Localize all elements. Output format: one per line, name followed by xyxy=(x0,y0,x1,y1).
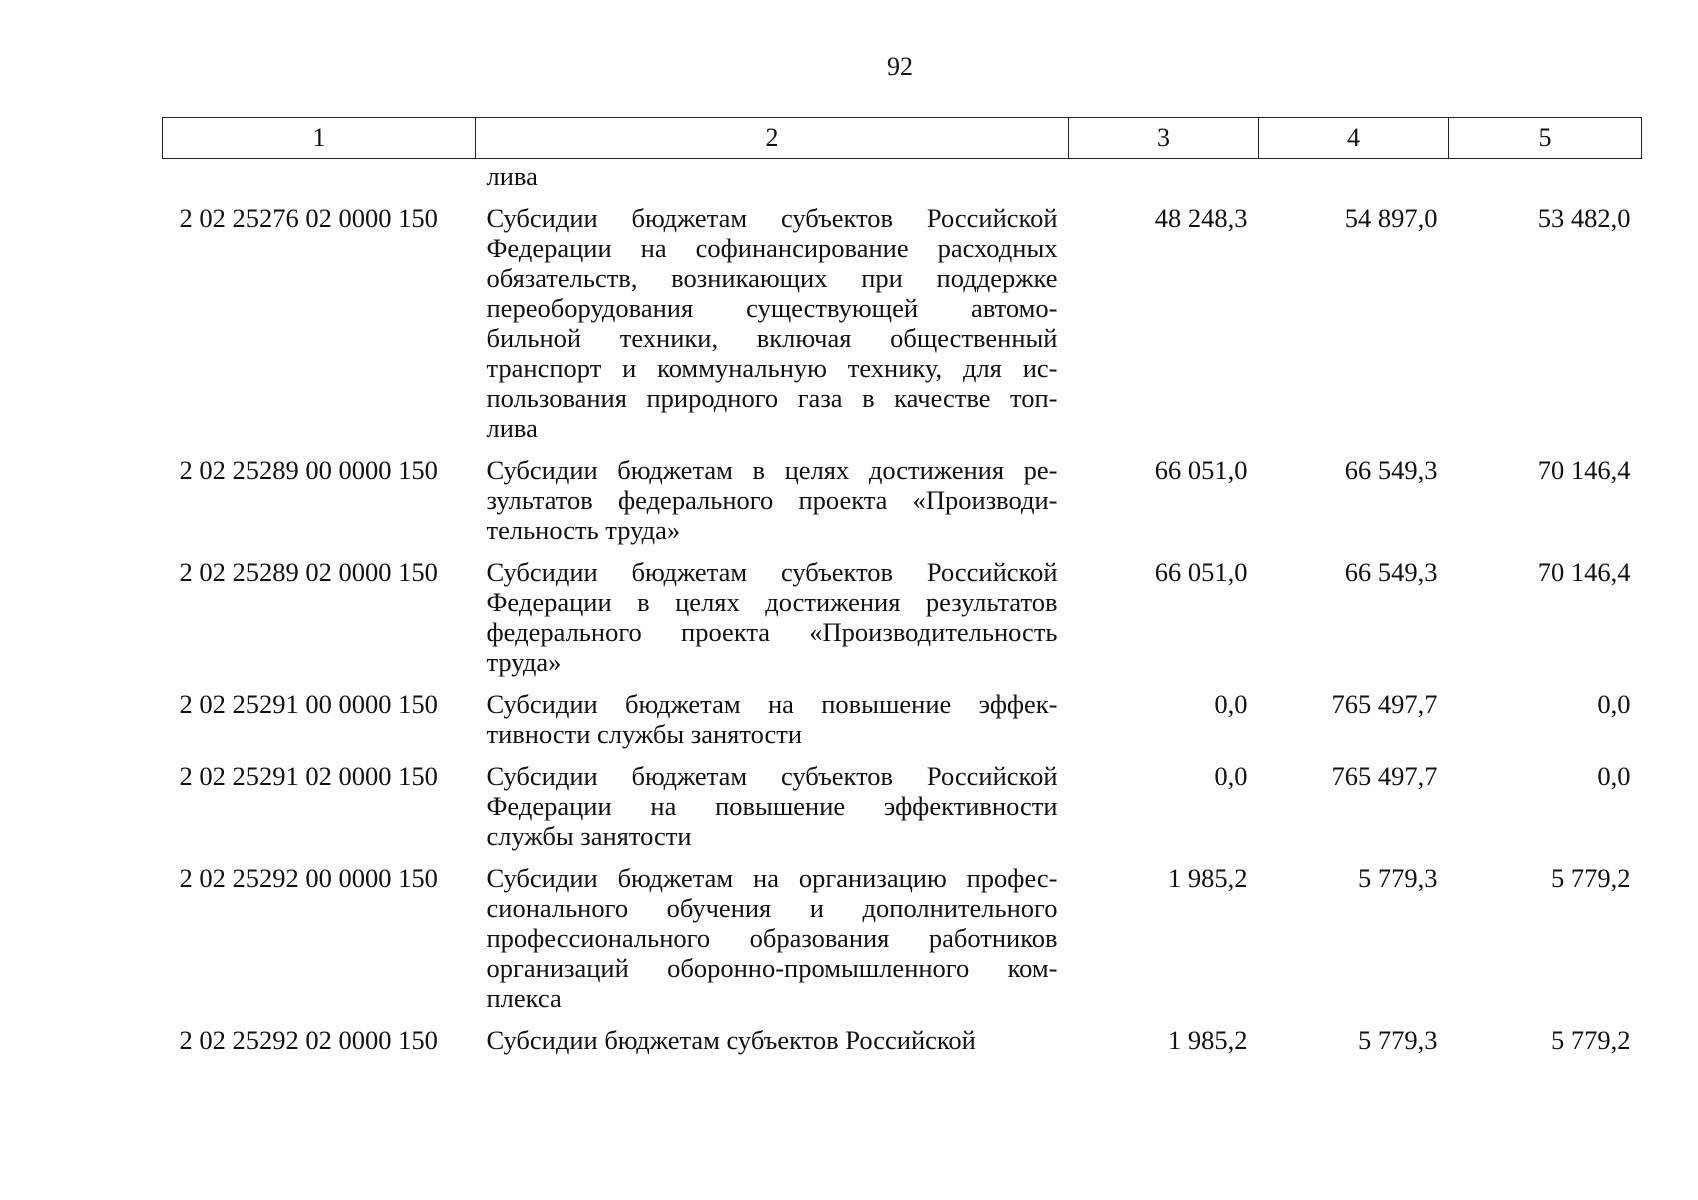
amount-column-5-cell: 0,0 xyxy=(1597,689,1631,719)
table-body xyxy=(163,159,1642,1056)
header-row xyxy=(163,118,1642,159)
description-line: Субсидии бюджетам субъектов Российской xyxy=(486,203,1058,233)
budget-code-cell: 2 02 25291 00 0000 150 xyxy=(179,689,438,719)
description-cell xyxy=(476,191,1069,443)
amount-column-4-cell: 765 497,7 xyxy=(1331,689,1438,719)
amount-column-4-cell: 66 549,3 xyxy=(1344,557,1438,587)
budget-code-cell: 2 02 25291 02 0000 150 xyxy=(179,761,438,791)
amount-column-4-cell: 54 897,0 xyxy=(1344,203,1438,233)
page-number: 92 xyxy=(887,52,913,81)
amount-column-3-cell: 1 985,2 xyxy=(1168,1025,1248,1055)
description-line: Субсидии бюджетам субъектов Российской xyxy=(486,761,1058,791)
continuation-text: лива xyxy=(486,161,538,191)
column-header-1: 1 xyxy=(163,118,476,159)
description-line: труда» xyxy=(486,647,562,677)
amount-column-3-cell: 1 985,2 xyxy=(1168,863,1248,893)
description-line: Субсидии бюджетам субъектов Российской xyxy=(486,557,1058,587)
table-row xyxy=(163,443,1642,545)
description-cell xyxy=(476,749,1069,851)
description-line: переоборудования существующей автомо- xyxy=(486,293,1058,323)
continuation-row xyxy=(163,159,1642,192)
description-line: транспорт и коммунальную технику, для ис- xyxy=(486,353,1058,383)
description-line: сионального обучения и дополнительного xyxy=(486,893,1058,923)
table-row xyxy=(163,545,1642,677)
description-line: зультатов федерального проекта «Производи- xyxy=(486,485,1058,515)
continuation-empty-cell xyxy=(1069,159,1259,192)
description-line: Субсидии бюджетам на повышение эффек- xyxy=(486,689,1058,719)
description-line: федерального проекта «Производительность xyxy=(486,617,1058,647)
budget-code-cell: 2 02 25289 02 0000 150 xyxy=(179,557,438,587)
description-line: бильной техники, включая общественный xyxy=(486,323,1058,353)
description-line: пользования природного газа в качестве топ- xyxy=(486,383,1058,413)
column-header-3: 3 xyxy=(1069,118,1259,159)
amount-column-3-cell: 66 051,0 xyxy=(1154,455,1248,485)
amount-column-5-cell: 70 146,4 xyxy=(1537,557,1631,587)
amount-column-3-cell: 48 248,3 xyxy=(1154,203,1248,233)
column-header-5: 5 xyxy=(1449,118,1642,159)
description-line: Федерации на повышение эффективности xyxy=(486,791,1058,821)
description-line: Субсидии бюджетам в целях достижения ре- xyxy=(486,455,1058,485)
description-line: Федерации в целях достижения результатов xyxy=(486,587,1058,617)
column-header-2: 2 xyxy=(476,118,1069,159)
description-line: службы занятости xyxy=(486,821,692,851)
description-line: тивности службы занятости xyxy=(486,719,803,749)
description-cell xyxy=(476,677,1069,749)
description-line: лива xyxy=(486,413,538,443)
table-row xyxy=(163,1013,1642,1055)
table-header xyxy=(163,118,1642,159)
description-cell xyxy=(476,443,1069,545)
description-line: тельность труда» xyxy=(486,515,681,545)
amount-column-3-cell: 66 051,0 xyxy=(1154,557,1248,587)
table-row xyxy=(163,749,1642,851)
amount-column-5-cell: 0,0 xyxy=(1597,761,1631,791)
amount-column-4-cell: 765 497,7 xyxy=(1331,761,1438,791)
amount-column-3-cell: 0,0 xyxy=(1214,689,1248,719)
continuation-empty-cell xyxy=(1449,159,1642,192)
description-cell xyxy=(476,851,1069,1013)
budget-code-cell: 2 02 25292 02 0000 150 xyxy=(179,1025,438,1055)
description-line: плекса xyxy=(486,983,562,1013)
amount-column-5-cell: 5 779,2 xyxy=(1551,863,1631,893)
table-row xyxy=(163,851,1642,1013)
continuation-empty-cell xyxy=(1259,159,1449,192)
amount-column-5-cell: 53 482,0 xyxy=(1537,203,1631,233)
description-line: Федерации на софинансирование расходных xyxy=(486,233,1058,263)
amount-column-5-cell: 70 146,4 xyxy=(1537,455,1631,485)
amount-column-3-cell: 0,0 xyxy=(1214,761,1248,791)
column-header-4: 4 xyxy=(1259,118,1449,159)
description-line: Субсидии бюджетам на организацию профес- xyxy=(486,863,1058,893)
table-row xyxy=(163,677,1642,749)
budget-code-cell: 2 02 25289 00 0000 150 xyxy=(179,455,438,485)
amount-column-4-cell: 66 549,3 xyxy=(1344,455,1438,485)
amount-column-5-cell: 5 779,2 xyxy=(1551,1025,1631,1055)
budget-table xyxy=(162,117,1642,1055)
description-line: организаций оборонно-промышленного ком- xyxy=(486,953,1058,983)
description-line: Субсидии бюджетам субъектов Российской xyxy=(486,1025,976,1055)
description-cell xyxy=(476,1013,1069,1055)
budget-code-cell: 2 02 25292 00 0000 150 xyxy=(179,863,438,893)
description-line: обязательств, возникающих при поддержке xyxy=(486,263,1058,293)
amount-column-4-cell: 5 779,3 xyxy=(1358,1025,1438,1055)
table-row xyxy=(163,191,1642,443)
description-cell xyxy=(476,545,1069,677)
description-line: профессионального образования работников xyxy=(486,923,1058,953)
budget-code-cell: 2 02 25276 02 0000 150 xyxy=(179,203,438,233)
continuation-code-cell xyxy=(163,159,476,192)
amount-column-4-cell: 5 779,3 xyxy=(1358,863,1438,893)
